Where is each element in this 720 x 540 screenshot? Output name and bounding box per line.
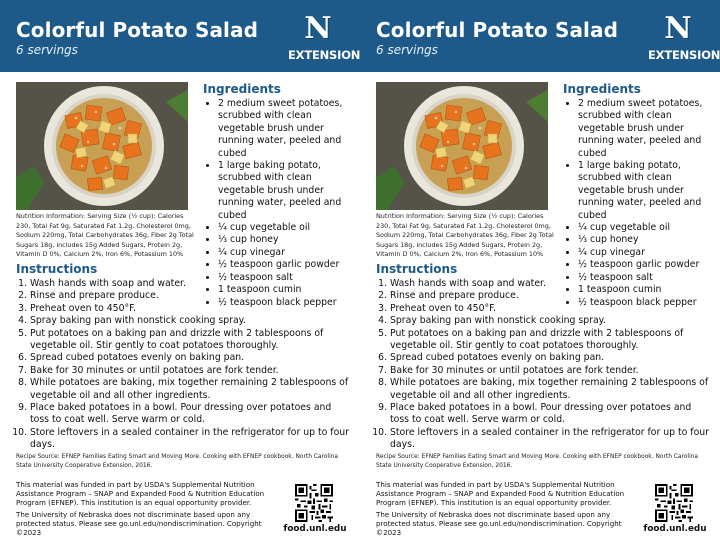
nebraska-n-icon: N xyxy=(304,11,332,46)
instruction-step: 4. Spray baking pan with nonstick cooking spray. xyxy=(390,315,712,327)
instruction-step: 3. Preheat oven to 450°F. xyxy=(390,303,712,315)
recipe-source: Recipe Source: EFNEP Families Eating Smart and Moving More. Cooking with EFNEP cookbook. North Carolina State University Cooperative Extension, 2016. xyxy=(16,454,339,469)
ingredient-item: • 2 medium sweet potatoes, scrubbed with clean vegetable brush under running water, peeled and cubed xyxy=(218,98,358,160)
ingredient-item: • 1 large baking potato, scrubbed with clean vegetable brush under running water, peeled and cubed xyxy=(218,160,358,222)
funding-statement: This material was funded in part by USDA's Supplemental Nutrition Assistance Program – SNAP and Expanded Food & Nutrition Education Program (EFNEP). This institution is an equal opportunity provider. xyxy=(16,480,265,508)
website-link[interactable]: food.unl.edu xyxy=(283,524,347,534)
ingredient-item: • ½ teaspoon black pepper xyxy=(218,297,358,309)
ingredients-heading: Ingredients xyxy=(563,82,641,96)
instructions-list xyxy=(16,278,352,452)
ingredient-item: • ⅓ cup honey xyxy=(578,234,718,246)
extension-logo-text: EXTENSION xyxy=(648,48,720,62)
qr-code-icon[interactable] xyxy=(655,484,693,522)
instruction-step: 8. While potatoes are baking, mix together remaining 2 tablespoons of vegetable oil and all other ingredients. xyxy=(390,377,712,402)
instruction-step: 5. Put potatoes on a baking pan and drizzle with 2 tablespoons of vegetable oil. Stir gently to coat potatoes thoroughly. xyxy=(390,328,712,353)
extension-logo xyxy=(648,11,720,66)
ingredient-item: • 1 teaspoon cumin xyxy=(578,284,718,296)
instruction-step: 3. Preheat oven to 450°F. xyxy=(30,303,352,315)
extension-logo xyxy=(288,11,360,66)
qr-code-icon[interactable] xyxy=(295,484,333,522)
nutrition-information: Nutrition Information: Serving Size (½ cup): Calories 230, Total Fat 9g, Saturated Fat 1.2g, Cholesterol 0mg, Sodium 220mg, Total Carbohydrates 36g, Fiber 2g Total Sugars 18g, includes 15g Added Sugars, Protein 2g, Vitamin D 0%, Calcium 2%, Iron 6%, Potassium 10% xyxy=(376,212,554,258)
instruction-step: 2. Rinse and prepare produce. xyxy=(390,290,712,302)
header-banner xyxy=(0,0,360,72)
recipe-source: Recipe Source: EFNEP Families Eating Smart and Moving More. Cooking with EFNEP cookbook. North Carolina State University Cooperative Extension, 2016. xyxy=(376,454,699,469)
header-banner xyxy=(360,0,720,72)
funding-statement: This material was funded in part by USDA's Supplemental Nutrition Assistance Program – SNAP and Expanded Food & Nutrition Education Program (EFNEP). This institution is an equal opportunity provider. xyxy=(376,480,625,508)
recipe-photo xyxy=(376,82,548,210)
nondiscrimination-statement: The University of Nebraska does not discriminate based upon any protected status. Please see go.unl.edu/nondiscrimination. Copyright ©2023 xyxy=(376,510,622,538)
recipe-card xyxy=(360,0,720,540)
instruction-step: 10. Store leftovers in a sealed container in the refrigerator for up to four days. xyxy=(30,427,352,452)
salad-bowl-image xyxy=(376,82,548,210)
recipe-title: Colorful Potato Salad xyxy=(376,18,619,42)
instruction-step: 6. Spread cubed potatoes evenly on baking pan. xyxy=(30,352,352,364)
recipe-photo xyxy=(16,82,188,210)
ingredient-item: • ½ teaspoon garlic powder xyxy=(578,259,718,271)
instructions-list xyxy=(376,278,712,452)
instruction-step: 2. Rinse and prepare produce. xyxy=(30,290,352,302)
nutrition-information: Nutrition Information: Serving Size (½ cup): Calories 230, Total Fat 9g, Saturated Fat 1.2g, Cholesterol 0mg, Sodium 220mg, Total Carbohydrates 36g, Fiber 2g Total Sugars 18g, includes 15g Added Sugars, Protein 2g, Vitamin D 0%, Calcium 2%, Iron 6%, Potassium 10% xyxy=(16,212,194,258)
ingredient-item: • ¼ cup vinegar xyxy=(218,247,358,259)
instruction-step: 7. Bake for 30 minutes or until potatoes are fork tender. xyxy=(30,365,352,377)
instruction-step: 6. Spread cubed potatoes evenly on baking pan. xyxy=(390,352,712,364)
nebraska-n-icon: N xyxy=(664,11,692,46)
ingredient-item: • ¼ cup vegetable oil xyxy=(578,222,718,234)
instruction-step: 5. Put potatoes on a baking pan and drizzle with 2 tablespoons of vegetable oil. Stir gently to coat potatoes thoroughly. xyxy=(30,328,352,353)
recipe-title: Colorful Potato Salad xyxy=(16,18,259,42)
ingredient-item: • ½ teaspoon salt xyxy=(578,272,718,284)
instruction-step: 10. Store leftovers in a sealed container in the refrigerator for up to four days. xyxy=(390,427,712,452)
servings-label: 6 servings xyxy=(16,43,78,57)
instruction-step: 7. Bake for 30 minutes or until potatoes are fork tender. xyxy=(390,365,712,377)
instruction-step: 8. While potatoes are baking, mix together remaining 2 tablespoons of vegetable oil and all other ingredients. xyxy=(30,377,352,402)
website-link[interactable]: food.unl.edu xyxy=(643,524,707,534)
instruction-step: 4. Spray baking pan with nonstick cooking spray. xyxy=(30,315,352,327)
ingredients-heading: Ingredients xyxy=(203,82,281,96)
instruction-step: 9. Place baked potatoes in a bowl. Pour dressing over potatoes and toss to coat well. Serve warm or cold. xyxy=(390,402,712,427)
instruction-step: 9. Place baked potatoes in a bowl. Pour dressing over potatoes and toss to coat well. Serve warm or cold. xyxy=(30,402,352,427)
instructions-heading: Instructions xyxy=(376,262,458,276)
ingredient-item: • ½ teaspoon salt xyxy=(218,272,358,284)
ingredient-item: • ½ teaspoon garlic powder xyxy=(218,259,358,271)
ingredient-item: • 1 large baking potato, scrubbed with clean vegetable brush under running water, peeled and cubed xyxy=(578,160,718,222)
ingredient-item: • ¼ cup vinegar xyxy=(578,247,718,259)
salad-bowl-image xyxy=(16,82,188,210)
servings-label: 6 servings xyxy=(376,43,438,57)
instructions-heading: Instructions xyxy=(16,262,98,276)
ingredient-item: • 2 medium sweet potatoes, scrubbed with clean vegetable brush under running water, peeled and cubed xyxy=(578,98,718,160)
extension-logo-text: EXTENSION xyxy=(288,48,360,62)
ingredient-item: • ½ teaspoon black pepper xyxy=(578,297,718,309)
nondiscrimination-statement: The University of Nebraska does not discriminate based upon any protected status. Please see go.unl.edu/nondiscrimination. Copyright ©2023 xyxy=(16,510,262,538)
instruction-step: 1. Wash hands with soap and water. xyxy=(390,278,712,290)
ingredient-item: • 1 teaspoon cumin xyxy=(218,284,358,296)
ingredient-item: • ¼ cup vegetable oil xyxy=(218,222,358,234)
ingredient-item: • ⅓ cup honey xyxy=(218,234,358,246)
instruction-step: 1. Wash hands with soap and water. xyxy=(30,278,352,290)
